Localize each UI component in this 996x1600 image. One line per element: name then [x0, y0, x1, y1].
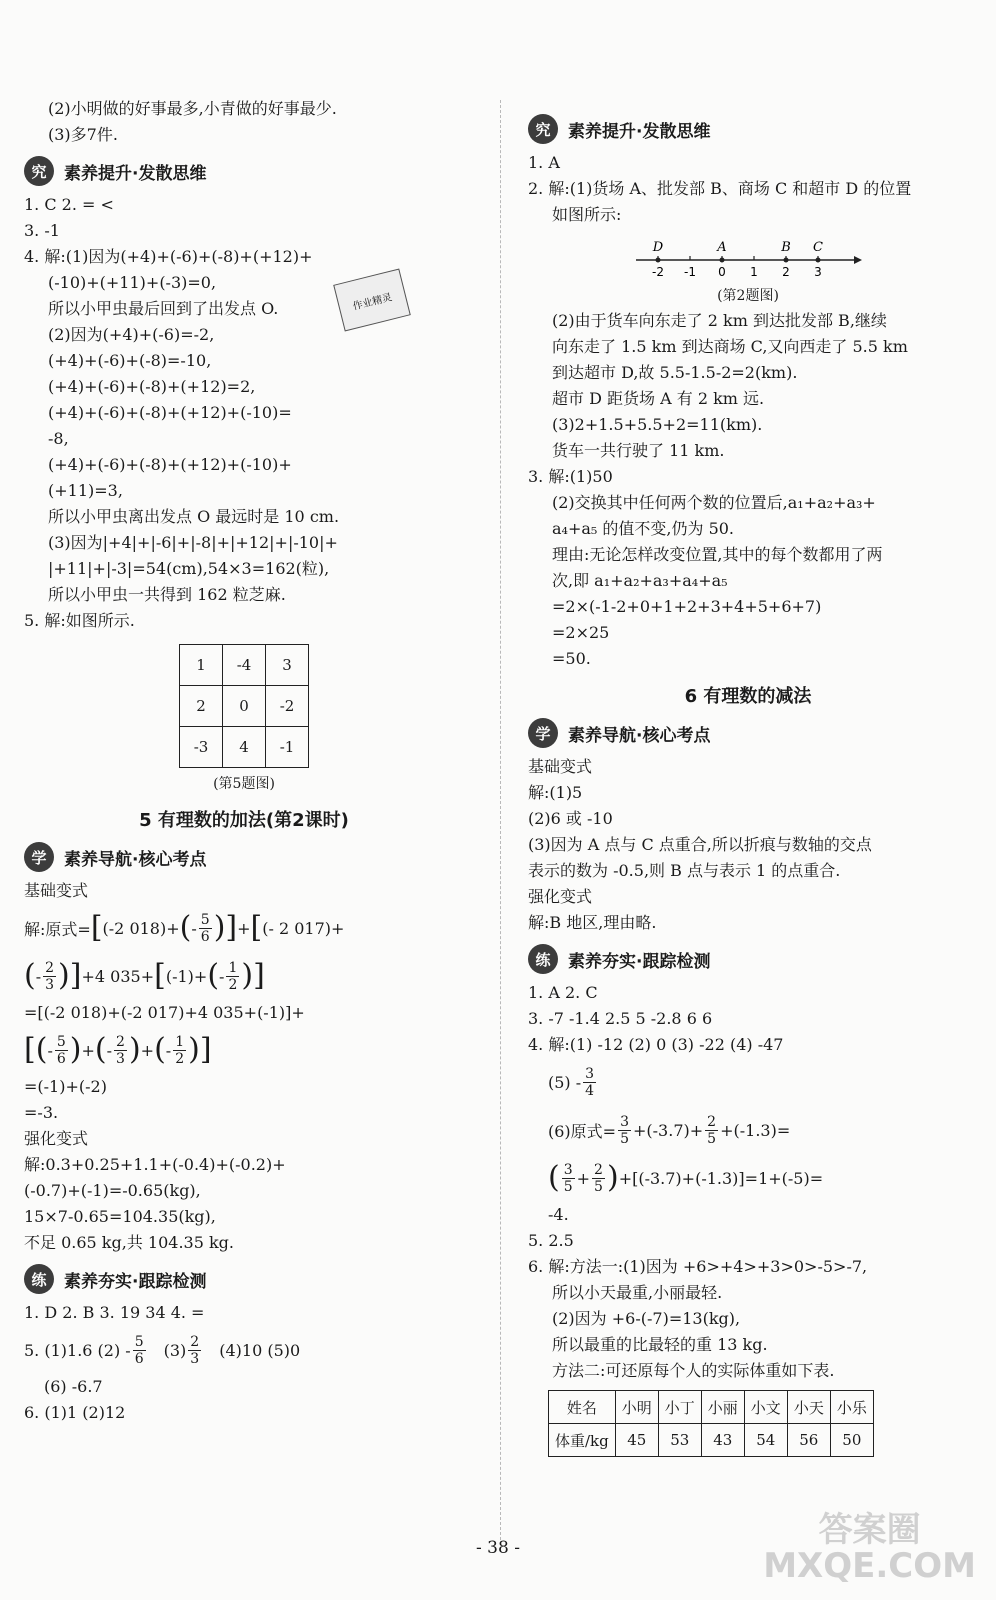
bracket-open: [ — [250, 910, 263, 945]
section-header — [528, 718, 968, 748]
math-text: - — [219, 966, 225, 986]
subheading: 强化变式 — [24, 1129, 89, 1148]
subheading: 基础变式 — [24, 881, 89, 900]
answer-line: 3. 解:(1)50 — [528, 467, 613, 486]
right-column — [528, 96, 968, 1457]
math-line — [528, 1106, 968, 1154]
math-line — [24, 904, 464, 952]
watermark-logo — [763, 1512, 976, 1584]
math-text: (-1)+ — [165, 966, 208, 986]
tick-label: -1 — [684, 265, 696, 279]
axis-arrow-icon — [854, 256, 862, 264]
answer-line: (+4)+(-6)+(-8)+(+12)+(-10)= — [48, 403, 292, 422]
tick-label: 2 — [782, 265, 790, 279]
point-label: B — [781, 240, 791, 255]
math-text: 解:原式= — [24, 919, 91, 939]
math-text: (4)10 (5)0 — [219, 1340, 301, 1360]
paren-close: ) — [213, 910, 226, 945]
watermark-text: MXQE.COM — [763, 1546, 976, 1586]
paren-open: ( — [154, 1032, 166, 1067]
table-header-cell: 姓名 — [549, 1391, 616, 1424]
answer-line: (3)因为 A 点与 C 点重合,所以折痕与数轴的交点 — [528, 835, 872, 854]
section-header — [24, 1264, 464, 1294]
math-line — [24, 1026, 464, 1074]
section-badge-icon: 学 — [528, 718, 558, 748]
denominator: 3 — [116, 1050, 125, 1067]
table-cell: 54 — [744, 1424, 787, 1457]
fraction — [55, 1034, 68, 1067]
answer-line: 所以小甲虫一共得到 162 粒芝麻. — [48, 585, 286, 604]
answer-line: 15×7-0.65=104.35(kg), — [24, 1207, 216, 1226]
denominator: 5 — [620, 1130, 629, 1147]
lesson-title: 5 有理数的加法(第2课时) — [139, 810, 349, 831]
page-number: - 38 - — [476, 1538, 520, 1558]
figure-caption: (第5题图) — [213, 776, 275, 792]
table-cell: 体重/kg — [549, 1424, 616, 1457]
answer-line: (+11)=3, — [48, 481, 123, 500]
answer-line: 3. -7 -1.4 2.5 5 -2.8 6 6 — [528, 1009, 713, 1028]
table-header-cell: 小天 — [787, 1391, 830, 1424]
answer-line: 不足 0.65 kg,共 104.35 kg. — [24, 1233, 235, 1252]
fraction — [43, 960, 56, 993]
grid-cell: 2 — [180, 686, 223, 727]
paren-open: ( — [179, 910, 192, 945]
denominator: 6 — [200, 928, 210, 945]
paren-close: ) — [128, 1032, 141, 1067]
denominator: 2 — [228, 976, 238, 993]
lesson-title: 6 有理数的减法 — [684, 686, 812, 707]
answer-line: (2)因为(+4)+(-6)=-2, — [48, 325, 215, 344]
answer-line: 所以小天最重,小丽最轻. — [552, 1283, 723, 1302]
table-header-cell: 小文 — [744, 1391, 787, 1424]
answer-line: 1. A 2. C — [528, 983, 598, 1002]
point-dot — [816, 258, 821, 263]
bracket-open: [ — [90, 910, 103, 945]
math-line: =-3. — [24, 1103, 59, 1122]
math-text: - — [165, 1040, 172, 1060]
answer-line: 2. 解:(1)货场 A、批发部 B、商场 C 和超市 D 的位置 — [528, 179, 912, 198]
answer-line: 方法二:可还原每个人的实际体重如下表. — [552, 1361, 835, 1380]
point-label: A — [717, 240, 727, 255]
fraction — [114, 1034, 127, 1067]
intro-line: (3)多7件. — [48, 125, 118, 144]
point-dot — [720, 258, 725, 263]
answer-line: 5. 2.5 — [528, 1231, 574, 1250]
table-cell: 53 — [658, 1424, 701, 1457]
tick-label: 0 — [718, 265, 726, 279]
paren-close: ) — [69, 1032, 82, 1067]
section-title: 素养夯实·跟踪检测 — [568, 951, 711, 972]
math-text: (3) — [163, 1340, 187, 1360]
denominator: 2 — [175, 1050, 185, 1067]
denominator: 5 — [563, 1178, 573, 1195]
answer-line: (+4)+(-6)+(-8)+(+12)=2, — [48, 377, 256, 396]
numerator: 1 — [228, 959, 238, 976]
answer-line: 4. 解:(1) -12 (2) 0 (3) -22 (4) -47 — [528, 1035, 784, 1054]
grid-row — [180, 727, 309, 768]
point-label: D — [652, 240, 664, 255]
math-line — [24, 952, 464, 1000]
grid-row — [180, 645, 309, 686]
column-divider — [500, 100, 501, 1540]
fraction — [188, 1334, 201, 1367]
answer-line: 向东走了 1.5 km 到达商场 C,又向西走了 5.5 km — [552, 337, 908, 356]
numerator: 2 — [116, 1033, 125, 1050]
math-text: (-2 018)+ — [102, 918, 180, 938]
math-text: +[(-3.7)+(-1.3)]=1+(-5)= — [618, 1168, 824, 1188]
tick-label: 1 — [750, 265, 758, 279]
fraction — [199, 912, 212, 945]
denominator: 5 — [707, 1130, 717, 1147]
bracket-open: [ — [154, 958, 166, 993]
math-text: +4 035+ — [81, 966, 155, 986]
answer-line: (3)因为|+4|+|-6|+|-8|+|+12|+|-10|+ — [48, 533, 338, 552]
subheading: 基础变式 — [528, 757, 593, 776]
math-line — [528, 1154, 968, 1202]
answer-line: (-10)+(+11)+(-3)=0, — [48, 273, 217, 292]
section-header — [528, 944, 968, 974]
grid-cell: -1 — [266, 727, 309, 768]
denominator: 6 — [134, 1350, 144, 1367]
grid-cell: 0 — [223, 686, 266, 727]
bracket-open: [ — [24, 1032, 36, 1067]
weight-table — [548, 1390, 874, 1457]
table-header-cell: 小乐 — [830, 1391, 873, 1424]
table-cell: 56 — [787, 1424, 830, 1457]
section-title: 素养导航·核心考点 — [568, 725, 711, 746]
fraction — [705, 1114, 718, 1147]
math-text: +(-3.7)+ — [633, 1120, 704, 1140]
answer-line: a₄+a₅ 的值不变,仍为 50. — [552, 519, 735, 538]
bracket-close: ] — [199, 1032, 212, 1067]
paren-close: ) — [241, 958, 254, 993]
answer-line: (2)交换其中任何两个数的位置后,a₁+a₂+a₃+ — [552, 493, 876, 512]
numerator: 2 — [707, 1113, 717, 1130]
denominator: 6 — [56, 1050, 66, 1067]
answer-line: (3)2+1.5+5.5+2=11(km). — [552, 415, 763, 434]
bracket-close: ] — [253, 958, 265, 993]
denominator: 3 — [45, 976, 55, 993]
math-line — [24, 1326, 464, 1374]
section-badge-icon: 究 — [528, 114, 558, 144]
math-line: =[(-2 018)+(-2 017)+4 035+(-1)]+ — [24, 1003, 305, 1022]
table-header-cell: 小丽 — [701, 1391, 744, 1424]
fraction — [583, 1066, 596, 1099]
numerator: 2 — [594, 1161, 603, 1178]
numerator: 2 — [190, 1333, 200, 1350]
answer-line: 如图所示: — [552, 205, 622, 224]
math-text: - — [106, 1040, 113, 1060]
answer-line: =2×25 — [552, 623, 610, 642]
answer-line: 表示的数为 -0.5,则 B 点与表示 1 的点重合. — [528, 861, 841, 880]
answer-line: (+4)+(-6)+(-8)=-10, — [48, 351, 212, 370]
numerator: 3 — [585, 1065, 595, 1082]
math-text: (- 2 017)+ — [262, 918, 345, 938]
answer-line: 所以小甲虫最后回到了出发点 O. — [48, 299, 279, 318]
paren-close: ) — [58, 958, 70, 993]
paren-open: ( — [24, 958, 36, 993]
stamp-text: 作业精灵 — [351, 291, 394, 313]
answer-line: 1. C 2. = < — [24, 195, 114, 214]
answer-line: 解:0.3+0.25+1.1+(-0.4)+(-0.2)+ — [24, 1155, 286, 1174]
table-cell: 43 — [701, 1424, 744, 1457]
section-title: 素养提升·发散思维 — [568, 121, 711, 142]
answer-line: 6. (1)1 (2)12 — [24, 1403, 126, 1422]
math-line: =(-1)+(-2) — [24, 1077, 107, 1096]
numerator: 5 — [200, 911, 210, 928]
math-text: + — [140, 1040, 155, 1060]
section-badge-icon: 练 — [528, 944, 558, 974]
answer-line: 4. 解:(1)因为(+4)+(-6)+(-8)+(+12)+ — [24, 247, 313, 266]
answer-line: 货车一共行驶了 11 km. — [552, 441, 725, 460]
paren-open: ( — [207, 958, 220, 993]
answer-line: 所以最重的比最轻的重 13 kg. — [552, 1335, 768, 1354]
answer-line: 超市 D 距货场 A 有 2 km 远. — [552, 389, 765, 408]
denominator: 3 — [190, 1350, 200, 1367]
table-header-cell: 小明 — [615, 1391, 658, 1424]
math-line — [528, 1058, 968, 1106]
math-text: 5. (1)1.6 (2) - — [24, 1340, 131, 1360]
paren-open: ( — [548, 1160, 560, 1195]
section-badge-icon: 练 — [24, 1264, 54, 1294]
section-badge-icon: 究 — [24, 156, 54, 186]
grid-cell: -3 — [180, 727, 223, 768]
answer-line: |+11|+|-3|=54(cm),54×3=162(粒), — [48, 559, 330, 578]
math-text: +(-1.3)= — [720, 1120, 791, 1140]
intro-line: (2)小明做的好事最多,小青做的好事最少. — [48, 99, 337, 118]
answer-line: (-0.7)+(-1)=-0.65(kg), — [24, 1181, 201, 1200]
table-header-row — [549, 1391, 874, 1424]
numerator: 5 — [134, 1333, 144, 1350]
grid-row — [180, 686, 309, 727]
tick-label: -2 — [652, 265, 664, 279]
section-header — [24, 156, 464, 186]
answer-line: 6. 解:方法一:(1)因为 +6>+4>+3>0>-5>-7, — [528, 1257, 868, 1276]
math-text: (6)原式= — [548, 1121, 617, 1141]
bracket-close: ] — [225, 910, 238, 945]
denominator: 4 — [585, 1082, 595, 1099]
watermark-text: 答案圈 — [818, 1510, 921, 1550]
denominator: 5 — [594, 1178, 603, 1195]
paren-open: ( — [35, 1032, 48, 1067]
answer-line: 1. A — [528, 153, 560, 172]
numerator: 2 — [45, 959, 55, 976]
table-cell: 45 — [615, 1424, 658, 1457]
numerator: 1 — [175, 1033, 185, 1050]
section-title: 素养提升·发散思维 — [64, 163, 207, 184]
answer-line: (6) -6.7 — [44, 1377, 103, 1396]
grid-cell: 3 — [266, 645, 309, 686]
numerator: 3 — [620, 1113, 629, 1130]
answer-line: 到达超市 D,故 5.5-1.5-2=2(km). — [552, 363, 798, 382]
section-header — [528, 114, 968, 144]
answer-line: -4. — [548, 1205, 569, 1224]
subheading: 强化变式 — [528, 887, 593, 906]
fraction — [133, 1334, 146, 1367]
answer-line: -8, — [48, 429, 69, 448]
grid-cell: -4 — [223, 645, 266, 686]
bracket-close: ] — [69, 958, 82, 993]
paren-close: ) — [606, 1160, 619, 1195]
paren-open: ( — [94, 1032, 107, 1067]
math-text: + — [237, 918, 251, 938]
answer-line: (+4)+(-6)+(-8)+(+12)+(-10)+ — [48, 455, 292, 474]
numerator: 3 — [563, 1161, 573, 1178]
fraction — [226, 960, 239, 993]
grid-cell: 4 — [223, 727, 266, 768]
math-text: - — [47, 1040, 53, 1060]
numerator: 5 — [56, 1033, 66, 1050]
fraction — [173, 1034, 186, 1067]
answer-line: 解:(1)5 — [528, 783, 583, 802]
math-text: (5) - — [548, 1072, 582, 1092]
answer-line: 3. -1 — [24, 221, 60, 240]
paren-close: ) — [188, 1032, 200, 1067]
answer-line: (2)由于货车向东走了 2 km 到达批发部 B,继续 — [552, 311, 887, 330]
fraction — [618, 1114, 631, 1147]
grid-cell: -2 — [266, 686, 309, 727]
answer-line: =50. — [552, 649, 591, 668]
figure-caption: (第2题图) — [717, 288, 779, 304]
point-dot — [656, 258, 661, 263]
number-line — [628, 234, 868, 284]
math-text: - — [35, 966, 42, 986]
answer-line: 所以小甲虫离出发点 O 最远时是 10 cm. — [48, 507, 340, 526]
answer-line: (2)因为 +6-(-7)=13(kg), — [552, 1309, 741, 1328]
fraction — [562, 1162, 575, 1195]
section-header — [24, 842, 464, 872]
section-title: 素养夯实·跟踪检测 — [64, 1271, 207, 1292]
math-text: + — [576, 1168, 591, 1188]
fraction — [592, 1162, 605, 1195]
magic-square-grid — [179, 644, 309, 768]
table-cell: 50 — [830, 1424, 873, 1457]
grid-cell: 1 — [180, 645, 223, 686]
point-label: C — [813, 240, 823, 255]
answer-line: 次,即 a₁+a₂+a₃+a₄+a₅ — [552, 571, 728, 590]
answer-line: 解:B 地区,理由略. — [528, 913, 657, 932]
answer-line: =2×(-1-2+0+1+2+3+4+5+6+7) — [552, 597, 822, 616]
answer-line: 1. D 2. B 3. 19 34 4. = — [24, 1303, 205, 1322]
table-row — [549, 1424, 874, 1457]
answer-line: (2)6 或 -10 — [528, 809, 613, 828]
answer-line: 5. 解:如图所示. — [24, 611, 135, 630]
answer-line: 理由:无论怎样改变位置,其中的每个数都用了两 — [552, 545, 883, 564]
tick-label: 3 — [814, 265, 822, 279]
section-badge-icon: 学 — [24, 842, 54, 872]
math-text: - — [191, 918, 197, 938]
section-title: 素养导航·核心考点 — [64, 849, 207, 870]
point-dot — [784, 258, 789, 263]
table-header-cell: 小丁 — [658, 1391, 701, 1424]
math-text: + — [81, 1040, 95, 1060]
